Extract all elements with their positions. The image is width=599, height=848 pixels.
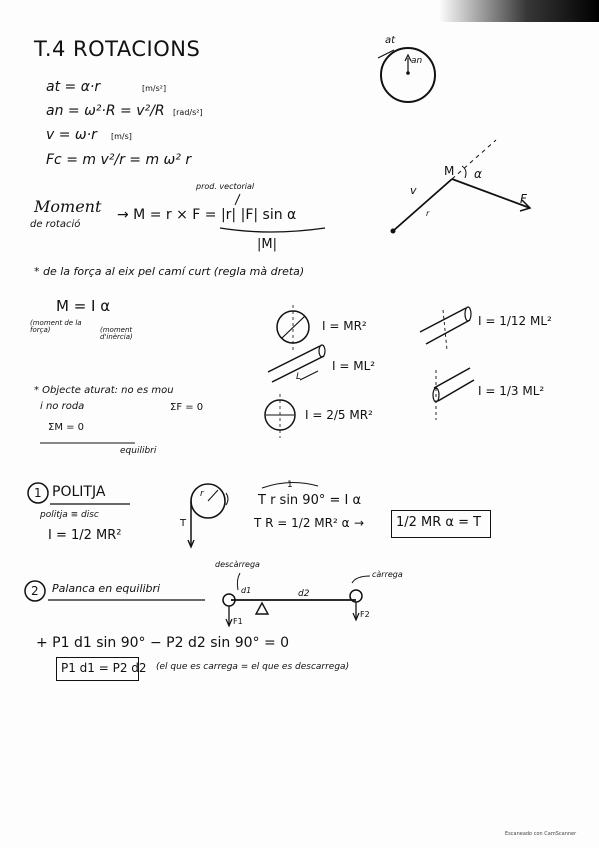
lever-d1: d1 [241, 586, 252, 595]
formula-an: an = ω²·R = v²/R [46, 103, 165, 119]
pulley-radius: r [200, 489, 204, 499]
vector-alpha: α [474, 167, 482, 181]
lever-result: P1 d1 = P2 d2 [61, 661, 147, 675]
note-moment-force: (moment de la força) [30, 319, 82, 334]
fulcrum [256, 603, 268, 614]
pulley-title: POLITJA [52, 484, 106, 500]
unit-an: [rad/s²] [173, 108, 203, 117]
sum-forces: ΣF = 0 [170, 402, 204, 413]
label-at: at [385, 35, 396, 46]
label-an: an [411, 56, 423, 66]
moment-subheading: de rotació [30, 219, 81, 230]
unit-v: [m/s] [111, 132, 132, 141]
lever-descarrega: descàrrega [215, 560, 260, 569]
formula-fc: Fc = m v²/r = m ω² r [46, 152, 192, 168]
r-vector [393, 179, 452, 231]
sum-moments: ΣM = 0 [48, 422, 85, 433]
inertia-sphere: I = 2/5 MR² [305, 408, 373, 422]
rod-length-label: L [296, 372, 302, 382]
lever-carrega: càrrega [372, 570, 403, 579]
lever-d2: d2 [298, 589, 310, 599]
moment-magnitude: |M| [257, 237, 277, 252]
inertia-tube-end: I = 1/3 ML² [478, 384, 545, 398]
pulley-eq1: T r sin 90° = I α [258, 493, 362, 508]
lever-f1: F1 [233, 617, 243, 626]
pulley-arrow: → [354, 516, 365, 530]
equilibrium-label: equilibri [120, 446, 157, 456]
lever-note: (el que es carrega = el que es descarrega) [156, 662, 350, 672]
pulley-inertia: I = 1/2 MR² [48, 528, 122, 543]
inertia-disk: I = MR² [322, 319, 367, 333]
equilibrium-line2: i no roda [40, 401, 85, 412]
rod-shape [268, 346, 320, 372]
moment-note: prod. vectorial [196, 182, 255, 191]
scanner-watermark: Escaneado con CamScanner [505, 831, 577, 837]
section-1-number: 1 [34, 486, 42, 500]
inertia-rod: I = ML² [332, 359, 376, 373]
pulley-result: 1/2 MR α = T [396, 515, 482, 530]
pulley-tension: T [180, 518, 187, 529]
pulley-eq2: T R = 1/2 MR² α [254, 516, 350, 530]
formula-at: at = α·r [46, 79, 101, 95]
angular-formula: M = I α [56, 297, 111, 315]
vector-f: F [520, 192, 527, 206]
moment-formula: → M = r × F = |r| |F| sin α [117, 207, 297, 223]
note-inertia: (moment d'inèrcia) [100, 326, 133, 341]
inertia-tube-center: I = 1/12 ML² [478, 314, 552, 328]
f-vector [452, 179, 530, 208]
vector-v: v [410, 184, 417, 197]
moment-heading: Moment [34, 197, 102, 216]
lever-f2: F2 [360, 610, 370, 619]
vector-r: r [426, 209, 430, 218]
section-2-number: 2 [31, 584, 39, 598]
pulley-eq1-top: 1 [287, 480, 293, 490]
unit-at: [m/s²] [142, 84, 167, 93]
pulley-subtitle: politja ≡ disc [40, 510, 99, 520]
formula-v: v = ω·r [46, 127, 97, 143]
vector-m: M [444, 164, 455, 178]
lever-title: Palanca en equilibri [52, 582, 161, 595]
equilibrium-line1: * Objecte aturat: no es mou [34, 385, 174, 396]
page-title: T.4 ROTACIONS [34, 37, 201, 61]
force-note: * de la força al eix pel camí curt (regla mà dreta) [34, 265, 305, 278]
lever-equation: + P1 d1 sin 90° − P2 d2 sin 90° = 0 [36, 635, 290, 651]
